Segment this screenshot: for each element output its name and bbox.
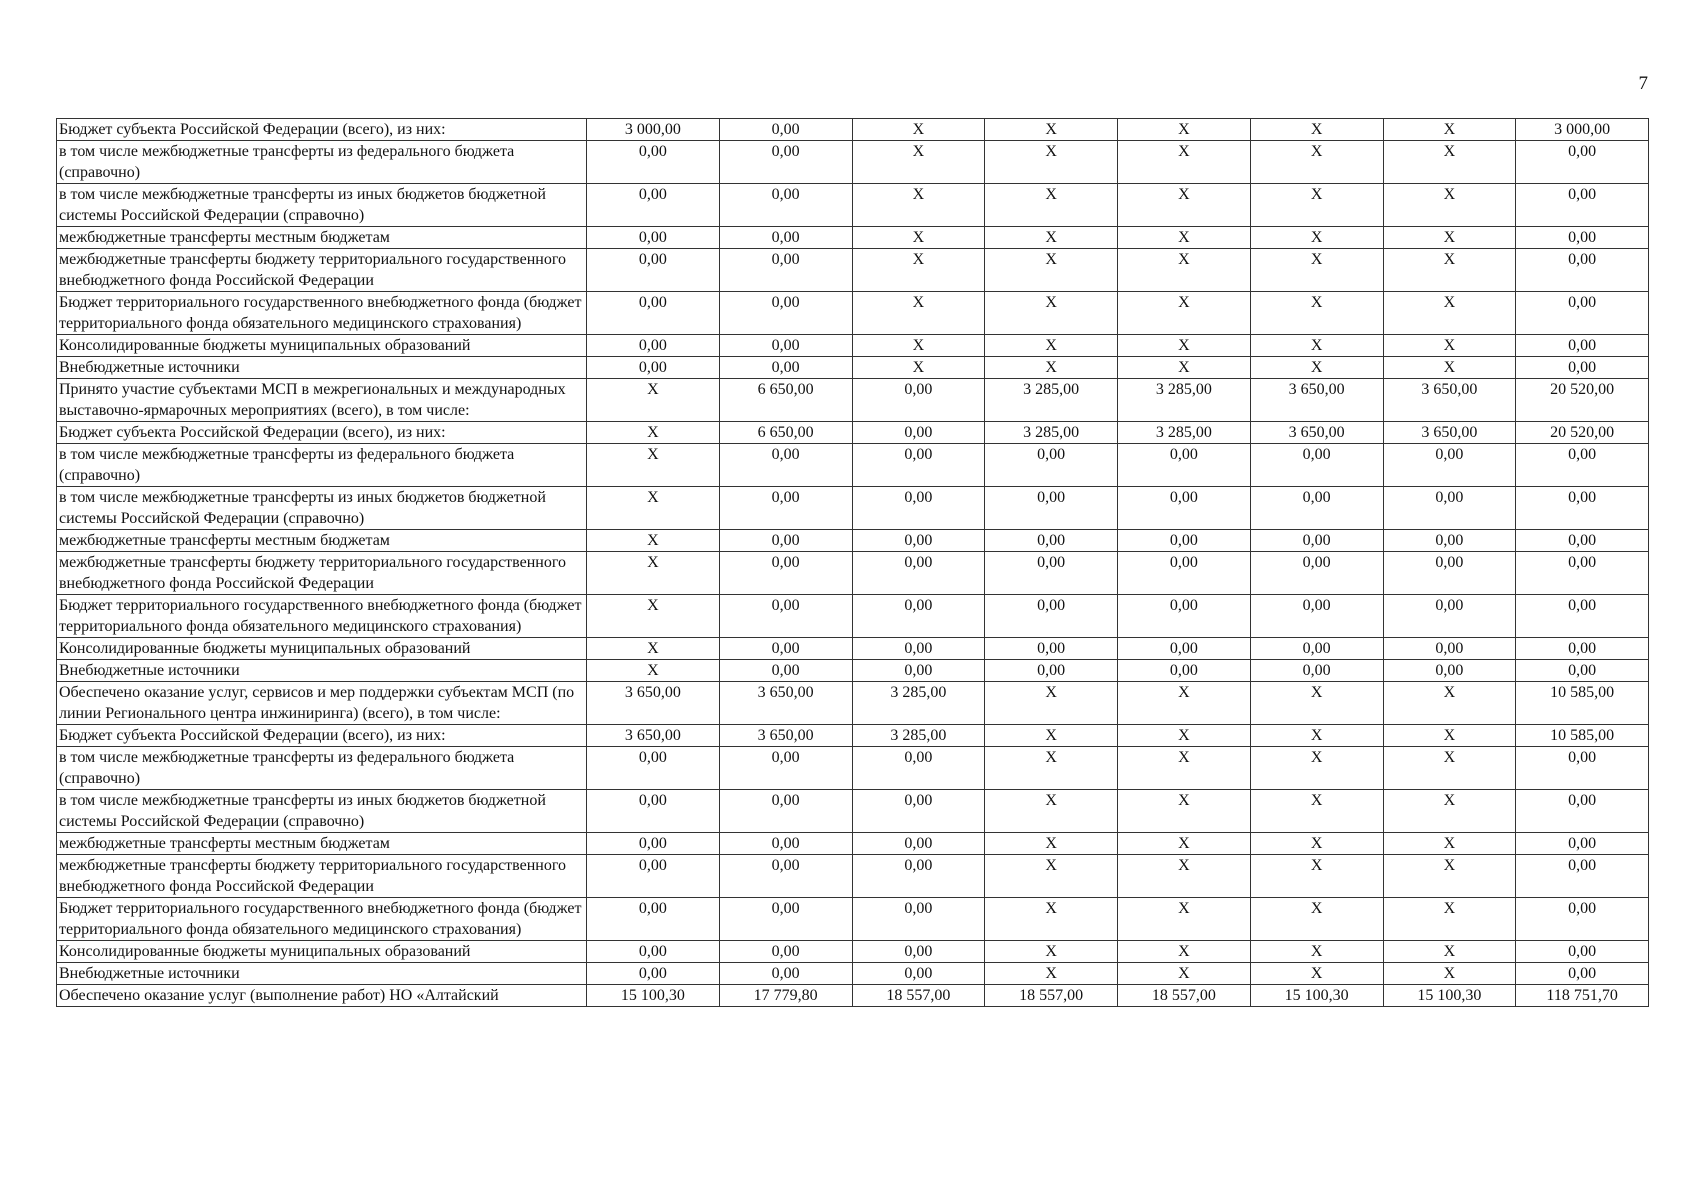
row-value: 3 650,00	[587, 725, 720, 747]
row-value: 0,00	[719, 249, 852, 292]
table-row	[57, 682, 1649, 725]
budget-table-body	[57, 119, 1649, 1007]
row-value: 0,00	[1118, 487, 1251, 530]
row-value: Х	[1118, 898, 1251, 941]
row-value: Х	[1118, 119, 1251, 141]
row-value: Х	[852, 249, 985, 292]
row-value: 118 751,70	[1516, 985, 1649, 1007]
row-value: 0,00	[719, 444, 852, 487]
row-value: 0,00	[852, 379, 985, 422]
row-label: Обеспечено оказание услуг (выполнение работ) НО «Алтайский	[57, 985, 587, 1007]
row-value: 0,00	[1383, 444, 1516, 487]
row-value: 0,00	[852, 444, 985, 487]
row-label: Бюджет территориального государственного внебюджетного фонда (бюджет территориального фонда обязательного медицинского страхования)	[57, 898, 587, 941]
row-value: Х	[1250, 357, 1383, 379]
row-value: Х	[1383, 898, 1516, 941]
row-label: Консолидированные бюджеты муниципальных образований	[57, 638, 587, 660]
row-value: 0,00	[985, 660, 1118, 682]
row-value: 18 557,00	[852, 985, 985, 1007]
row-value: Х	[985, 747, 1118, 790]
row-value: 20 520,00	[1516, 422, 1649, 444]
row-value: 0,00	[1516, 487, 1649, 530]
budget-table	[56, 118, 1649, 1007]
row-value: Х	[1383, 833, 1516, 855]
row-value: 0,00	[1516, 660, 1649, 682]
row-value: Х	[1250, 898, 1383, 941]
row-value: 0,00	[985, 487, 1118, 530]
row-label: Бюджет субъекта Российской Федерации (всего), из них:	[57, 422, 587, 444]
row-value: Х	[1118, 227, 1251, 249]
table-row	[57, 638, 1649, 660]
row-label: Бюджет территориального государственного внебюджетного фонда (бюджет территориального фонда обязательного медицинского страхования)	[57, 595, 587, 638]
row-value: 0,00	[1516, 595, 1649, 638]
row-label: в том числе межбюджетные трансферты из федерального бюджета (справочно)	[57, 141, 587, 184]
row-value: 0,00	[719, 119, 852, 141]
row-value: Х	[1250, 725, 1383, 747]
row-value: Х	[587, 444, 720, 487]
row-value: Х	[985, 790, 1118, 833]
table-row	[57, 184, 1649, 227]
row-value: 15 100,30	[1250, 985, 1383, 1007]
row-value: 0,00	[587, 292, 720, 335]
table-row	[57, 530, 1649, 552]
row-value: 0,00	[587, 357, 720, 379]
row-value: 0,00	[1516, 357, 1649, 379]
row-value: 0,00	[719, 790, 852, 833]
row-value: 0,00	[1516, 184, 1649, 227]
row-value: 0,00	[719, 487, 852, 530]
row-value: 0,00	[1118, 660, 1251, 682]
row-value: Х	[1250, 141, 1383, 184]
row-value: Х	[1383, 249, 1516, 292]
row-value: 0,00	[1118, 595, 1251, 638]
row-value: 0,00	[852, 487, 985, 530]
row-label: межбюджетные трансферты местным бюджетам	[57, 833, 587, 855]
table-row	[57, 898, 1649, 941]
row-value: 0,00	[1516, 638, 1649, 660]
row-value: 0,00	[1516, 292, 1649, 335]
row-value: Х	[1383, 790, 1516, 833]
table-row	[57, 249, 1649, 292]
row-value: 0,00	[719, 898, 852, 941]
row-value: 0,00	[852, 552, 985, 595]
row-value: 0,00	[587, 963, 720, 985]
row-value: 0,00	[587, 747, 720, 790]
row-value: 0,00	[1516, 335, 1649, 357]
row-value: 0,00	[1516, 227, 1649, 249]
row-value: 0,00	[587, 898, 720, 941]
row-value: Х	[1250, 119, 1383, 141]
row-value: Х	[985, 682, 1118, 725]
row-value: Х	[1383, 682, 1516, 725]
row-value: 0,00	[852, 747, 985, 790]
row-value: 17 779,80	[719, 985, 852, 1007]
row-value: 3 000,00	[587, 119, 720, 141]
row-label: межбюджетные трансферты местным бюджетам	[57, 530, 587, 552]
row-value: 0,00	[1383, 660, 1516, 682]
row-value: Х	[587, 638, 720, 660]
row-label: Консолидированные бюджеты муниципальных образований	[57, 941, 587, 963]
table-row	[57, 292, 1649, 335]
row-value: 0,00	[719, 335, 852, 357]
row-value: 0,00	[1383, 595, 1516, 638]
table-row	[57, 855, 1649, 898]
row-value: 3 650,00	[1250, 422, 1383, 444]
row-value: Х	[985, 292, 1118, 335]
table-row	[57, 985, 1649, 1007]
row-value: 15 100,30	[587, 985, 720, 1007]
table-row	[57, 119, 1649, 141]
row-value: Х	[1118, 682, 1251, 725]
row-value: Х	[985, 855, 1118, 898]
row-value: 0,00	[1250, 530, 1383, 552]
row-value: 0,00	[587, 855, 720, 898]
row-value: 0,00	[852, 530, 985, 552]
row-label: Принято участие субъектами МСП в межрегиональных и международных выставочно-ярмарочных мероприятиях (всего), в том числе:	[57, 379, 587, 422]
row-label: Бюджет субъекта Российской Федерации (всего), из них:	[57, 119, 587, 141]
row-value: Х	[852, 357, 985, 379]
row-value: Х	[1250, 747, 1383, 790]
row-value: Х	[587, 487, 720, 530]
row-value: 0,00	[852, 422, 985, 444]
row-value: 0,00	[1383, 487, 1516, 530]
row-value: 0,00	[1516, 790, 1649, 833]
row-value: 0,00	[587, 833, 720, 855]
row-value: 0,00	[1383, 530, 1516, 552]
row-value: 0,00	[852, 660, 985, 682]
row-value: 3 285,00	[1118, 379, 1251, 422]
row-value: 3 650,00	[1383, 379, 1516, 422]
row-value: 0,00	[587, 941, 720, 963]
row-value: Х	[852, 227, 985, 249]
row-value: Х	[1383, 119, 1516, 141]
table-row	[57, 552, 1649, 595]
page-number: 7	[1638, 73, 1648, 94]
row-value: Х	[1118, 790, 1251, 833]
row-value: Х	[1383, 747, 1516, 790]
row-value: 0,00	[1250, 444, 1383, 487]
row-value: 0,00	[985, 530, 1118, 552]
row-value: 0,00	[1516, 747, 1649, 790]
row-value: Х	[985, 941, 1118, 963]
row-value: 3 285,00	[852, 682, 985, 725]
row-value: Х	[852, 184, 985, 227]
row-value: Х	[852, 292, 985, 335]
row-label: межбюджетные трансферты местным бюджетам	[57, 227, 587, 249]
row-value: 0,00	[719, 638, 852, 660]
row-value: 0,00	[587, 249, 720, 292]
row-label: Внебюджетные источники	[57, 357, 587, 379]
row-value: 0,00	[587, 335, 720, 357]
row-value: 0,00	[985, 595, 1118, 638]
row-value: 0,00	[1250, 552, 1383, 595]
row-value: 0,00	[1516, 552, 1649, 595]
row-value: 0,00	[852, 855, 985, 898]
row-value: 0,00	[852, 963, 985, 985]
row-value: 0,00	[1383, 552, 1516, 595]
row-value: Х	[1383, 227, 1516, 249]
row-value: 0,00	[985, 444, 1118, 487]
row-value: 0,00	[719, 595, 852, 638]
row-value: Х	[1383, 335, 1516, 357]
row-value: 0,00	[985, 638, 1118, 660]
row-value: 0,00	[852, 898, 985, 941]
row-value: 0,00	[1118, 638, 1251, 660]
row-value: 0,00	[1118, 444, 1251, 487]
row-label: Внебюджетные источники	[57, 660, 587, 682]
row-value: 3 650,00	[719, 682, 852, 725]
row-label: Бюджет территориального государственного внебюджетного фонда (бюджет территориального фонда обязательного медицинского страхования)	[57, 292, 587, 335]
row-value: Х	[985, 119, 1118, 141]
row-label: в том числе межбюджетные трансферты из иных бюджетов бюджетной системы Российской Федерации (справочно)	[57, 487, 587, 530]
row-value: Х	[985, 725, 1118, 747]
row-value: 0,00	[719, 552, 852, 595]
row-value: 0,00	[719, 660, 852, 682]
row-value: Х	[852, 119, 985, 141]
row-value: Х	[587, 530, 720, 552]
row-value: 0,00	[1516, 530, 1649, 552]
row-label: в том числе межбюджетные трансферты из федерального бюджета (справочно)	[57, 444, 587, 487]
table-row	[57, 833, 1649, 855]
row-value: 10 585,00	[1516, 725, 1649, 747]
table-row	[57, 725, 1649, 747]
row-value: 3 285,00	[852, 725, 985, 747]
row-value: Х	[1383, 941, 1516, 963]
row-value: Х	[587, 422, 720, 444]
row-value: Х	[1118, 335, 1251, 357]
row-label: Бюджет субъекта Российской Федерации (всего), из них:	[57, 725, 587, 747]
row-value: Х	[587, 660, 720, 682]
row-label: Внебюджетные источники	[57, 963, 587, 985]
row-value: 0,00	[1516, 963, 1649, 985]
row-value: 3 650,00	[1250, 379, 1383, 422]
row-value: 0,00	[1516, 833, 1649, 855]
row-value: 6 650,00	[719, 422, 852, 444]
table-row	[57, 487, 1649, 530]
row-value: 0,00	[1516, 249, 1649, 292]
table-row	[57, 941, 1649, 963]
table-row	[57, 335, 1649, 357]
row-value: 0,00	[1516, 855, 1649, 898]
row-value: 0,00	[1250, 595, 1383, 638]
row-value: Х	[985, 227, 1118, 249]
row-value: Х	[985, 249, 1118, 292]
row-value: 0,00	[1118, 530, 1251, 552]
row-value: 0,00	[719, 141, 852, 184]
row-value: 0,00	[719, 292, 852, 335]
row-value: Х	[1118, 855, 1251, 898]
row-value: 0,00	[587, 227, 720, 249]
row-value: 0,00	[1516, 941, 1649, 963]
table-row	[57, 747, 1649, 790]
row-value: Х	[1250, 292, 1383, 335]
row-value: 0,00	[985, 552, 1118, 595]
row-value: Х	[587, 595, 720, 638]
row-value: Х	[1118, 833, 1251, 855]
row-value: 0,00	[1250, 487, 1383, 530]
row-value: Х	[1118, 725, 1251, 747]
table-row	[57, 595, 1649, 638]
row-value: Х	[1250, 184, 1383, 227]
row-value: 0,00	[587, 141, 720, 184]
row-value: 0,00	[1516, 898, 1649, 941]
row-value: 20 520,00	[1516, 379, 1649, 422]
row-value: 0,00	[719, 227, 852, 249]
row-label: Консолидированные бюджеты муниципальных образований	[57, 335, 587, 357]
row-value: 0,00	[719, 530, 852, 552]
row-value: 6 650,00	[719, 379, 852, 422]
row-label: межбюджетные трансферты бюджету территориального государственного внебюджетного фонда Российской Федерации	[57, 855, 587, 898]
row-value: 3 285,00	[985, 379, 1118, 422]
row-label: межбюджетные трансферты бюджету территориального государственного внебюджетного фонда Российской Федерации	[57, 249, 587, 292]
row-value: 3 650,00	[1383, 422, 1516, 444]
row-value: 0,00	[719, 833, 852, 855]
row-value: Х	[985, 184, 1118, 227]
row-value: 15 100,30	[1383, 985, 1516, 1007]
row-value: 18 557,00	[1118, 985, 1251, 1007]
row-value: 0,00	[852, 595, 985, 638]
row-value: Х	[1383, 184, 1516, 227]
table-row	[57, 963, 1649, 985]
row-label: в том числе межбюджетные трансферты из иных бюджетов бюджетной системы Российской Федерации (справочно)	[57, 790, 587, 833]
row-label: межбюджетные трансферты бюджету территориального государственного внебюджетного фонда Российской Федерации	[57, 552, 587, 595]
row-value: 0,00	[719, 941, 852, 963]
row-value: Х	[985, 357, 1118, 379]
row-value: Х	[1118, 184, 1251, 227]
row-value: 0,00	[1516, 444, 1649, 487]
row-value: 0,00	[852, 941, 985, 963]
table-row	[57, 227, 1649, 249]
row-value: 3 650,00	[587, 682, 720, 725]
table-row	[57, 660, 1649, 682]
row-value: 0,00	[719, 357, 852, 379]
table-row	[57, 790, 1649, 833]
row-value: 0,00	[852, 638, 985, 660]
row-value: Х	[1250, 335, 1383, 357]
row-label: Обеспечено оказание услуг, сервисов и мер поддержки субъектам МСП (по линии Регионального центра инжиниринга) (всего), в том числе:	[57, 682, 587, 725]
row-label: в том числе межбюджетные трансферты из иных бюджетов бюджетной системы Российской Федерации (справочно)	[57, 184, 587, 227]
table-row	[57, 444, 1649, 487]
row-value: Х	[985, 335, 1118, 357]
row-value: Х	[1250, 855, 1383, 898]
row-value: 0,00	[587, 184, 720, 227]
row-value: 3 285,00	[985, 422, 1118, 444]
row-value: 0,00	[719, 747, 852, 790]
row-value: Х	[1250, 249, 1383, 292]
row-value: 0,00	[1516, 141, 1649, 184]
row-value: Х	[587, 552, 720, 595]
row-value: Х	[985, 963, 1118, 985]
row-value: Х	[852, 141, 985, 184]
row-value: Х	[1118, 357, 1251, 379]
row-value: 0,00	[1118, 552, 1251, 595]
row-value: Х	[1118, 963, 1251, 985]
row-value: Х	[1383, 725, 1516, 747]
row-value: Х	[985, 833, 1118, 855]
row-value: Х	[587, 379, 720, 422]
row-value: Х	[1383, 141, 1516, 184]
row-value: Х	[1250, 833, 1383, 855]
row-value: Х	[1118, 292, 1251, 335]
row-value: Х	[1250, 682, 1383, 725]
table-row	[57, 141, 1649, 184]
row-value: 0,00	[719, 184, 852, 227]
row-value: 10 585,00	[1516, 682, 1649, 725]
row-value: Х	[1383, 357, 1516, 379]
row-value: 0,00	[1383, 638, 1516, 660]
row-value: 0,00	[587, 790, 720, 833]
row-value: Х	[1250, 790, 1383, 833]
row-value: 3 000,00	[1516, 119, 1649, 141]
row-value: 18 557,00	[985, 985, 1118, 1007]
row-value: 0,00	[852, 790, 985, 833]
row-value: 3 650,00	[719, 725, 852, 747]
table-row	[57, 379, 1649, 422]
row-value: Х	[985, 141, 1118, 184]
row-value: Х	[1383, 292, 1516, 335]
row-value: Х	[1118, 747, 1251, 790]
table-row	[57, 357, 1649, 379]
row-value: Х	[1118, 249, 1251, 292]
row-value: Х	[1383, 855, 1516, 898]
row-value: Х	[1250, 227, 1383, 249]
row-value: 0,00	[1250, 660, 1383, 682]
row-value: 3 285,00	[1118, 422, 1251, 444]
row-value: 0,00	[719, 963, 852, 985]
row-value: Х	[1250, 941, 1383, 963]
row-value: Х	[1383, 963, 1516, 985]
row-value: 0,00	[719, 855, 852, 898]
row-label: в том числе межбюджетные трансферты из федерального бюджета (справочно)	[57, 747, 587, 790]
row-value: Х	[1118, 941, 1251, 963]
row-value: Х	[1118, 141, 1251, 184]
row-value: 0,00	[1250, 638, 1383, 660]
table-row	[57, 422, 1649, 444]
row-value: Х	[985, 898, 1118, 941]
row-value: Х	[1250, 963, 1383, 985]
row-value: Х	[852, 335, 985, 357]
row-value: 0,00	[852, 833, 985, 855]
